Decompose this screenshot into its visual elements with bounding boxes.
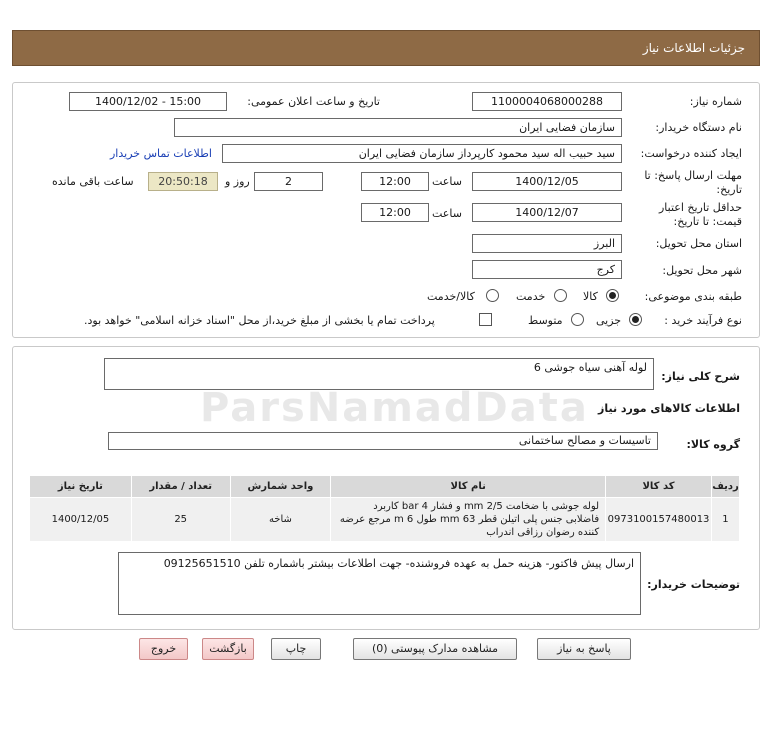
items-section-title: اطلاعات کالاهای مورد نیاز (598, 402, 740, 415)
category-label: طبقه بندی موضوعی: (644, 290, 742, 303)
deadline-time-label: ساعت (432, 175, 462, 188)
buyer-notes-field: ارسال پیش فاکتور- هزینه حمل به عهده فروشنده- جهت اطلاعات بیشتر باشماره تلفن 09125651510 (118, 552, 641, 615)
page-title: جزئیات اطلاعات نیاز (642, 41, 745, 55)
days-label: روز و (225, 175, 250, 188)
process-option-minor: جزیی (596, 314, 622, 327)
cell-unit: شاخه (230, 498, 331, 542)
creator-field: سید حبیب اله سید محمود کارپرداز سازمان فضایی ایران (222, 144, 622, 163)
city-field: کرج (472, 260, 622, 279)
buyer-org-label: نام دستگاه خریدار: (655, 121, 742, 134)
goods-group-field: تاسیسات و مصالح ساختمانی (108, 432, 658, 450)
validity-time-label: ساعت (432, 207, 462, 220)
remaining-time-label: ساعت باقی مانده (52, 175, 134, 188)
reply-button[interactable]: پاسخ به نیاز (537, 638, 631, 660)
buyer-org-field: سازمان فضایی ایران (174, 118, 622, 137)
validity-date-field: 1400/12/07 (472, 203, 622, 222)
category-radio-goods[interactable] (606, 289, 619, 302)
column-header-code: کد کالا (606, 476, 712, 498)
city-label: شهر محل تحویل: (662, 264, 742, 277)
general-desc-field: لوله آهنی سیاه جوشی 6 (104, 358, 654, 390)
province-field: البرز (472, 234, 622, 253)
watermark: ParsNamadData (200, 385, 589, 431)
buyer-contact-link[interactable]: اطلاعات تماس خریدار (110, 147, 212, 160)
cell-date: 1400/12/05 (30, 498, 132, 542)
treasury-payment-note: پرداخت تمام یا بخشی از مبلغ خرید،از محل "اسناد خزانه اسلامی" خواهد بود. (84, 314, 435, 327)
process-option-medium: متوسط (528, 314, 563, 327)
days-count-field: 2 (254, 172, 323, 191)
need-number-label: شماره نیاز: (689, 95, 742, 108)
deadline-date-field: 1400/12/05 (472, 172, 622, 191)
category-radio-goods-service[interactable] (486, 289, 499, 302)
view-attachments-button[interactable]: مشاهده مدارک پیوستی (0) (353, 638, 517, 660)
buyer-notes-label: توضیحات خریدار: (647, 578, 740, 591)
announce-datetime-label: تاریخ و ساعت اعلان عمومی: (247, 95, 380, 108)
cell-code: 0973100157480013 (606, 498, 712, 542)
remaining-time-display: 20:50:18 (148, 172, 218, 191)
province-label: استان محل تحویل: (655, 237, 742, 250)
goods-group-label: گروه کالا: (686, 438, 740, 451)
validity-label-line2: قیمت: تا تاریخ: (673, 215, 742, 228)
treasury-payment-checkbox[interactable] (479, 313, 492, 326)
deadline-time-field: 12:00 (361, 172, 429, 191)
column-header-row-no: ردیف (711, 476, 739, 498)
items-table (29, 475, 740, 542)
deadline-label-line2: تاریخ: (716, 183, 742, 196)
cell-name: لوله جوشی با ضخامت mm 2/5 و فشار bar 4 کاربرد فاضلابی جنس پلی اتیلن قطر mm 63 طول m 6 مرجع عرضه کننده رضوان رزاقی اندراب (331, 498, 606, 542)
need-number-field: 1100004068000288 (472, 92, 622, 111)
category-option-service: خدمت (516, 290, 546, 303)
process-radio-minor[interactable] (629, 313, 642, 326)
print-button[interactable]: چاپ (271, 638, 321, 660)
cell-row-no: 1 (711, 498, 739, 542)
process-radio-medium[interactable] (571, 313, 584, 326)
back-button[interactable]: بازگشت (202, 638, 254, 660)
column-header-qty: تعداد / مقدار (131, 476, 230, 498)
creator-label: ایجاد کننده درخواست: (640, 147, 742, 160)
column-header-unit: واحد شمارش (230, 476, 331, 498)
table-header-row (30, 476, 740, 498)
category-option-goods-service: کالا/خدمت (427, 290, 475, 303)
category-option-goods: کالا (583, 290, 598, 303)
exit-button[interactable]: خروج (139, 638, 188, 660)
process-label: نوع فرآیند خرید : (664, 314, 742, 327)
deadline-label-line1: مهلت ارسال پاسخ: تا (644, 169, 742, 182)
table-row (30, 498, 740, 542)
validity-label-line1: حداقل تاریخ اعتبار (658, 201, 742, 214)
announce-datetime-field: 1400/12/02 - 15:00 (69, 92, 227, 111)
category-radio-service[interactable] (554, 289, 567, 302)
cell-qty: 25 (131, 498, 230, 542)
page-header (12, 30, 760, 66)
general-desc-label: شرح کلی نیاز: (661, 370, 740, 383)
validity-time-field: 12:00 (361, 203, 429, 222)
column-header-name: نام کالا (331, 476, 606, 498)
column-header-date: تاریخ نیاز (30, 476, 132, 498)
